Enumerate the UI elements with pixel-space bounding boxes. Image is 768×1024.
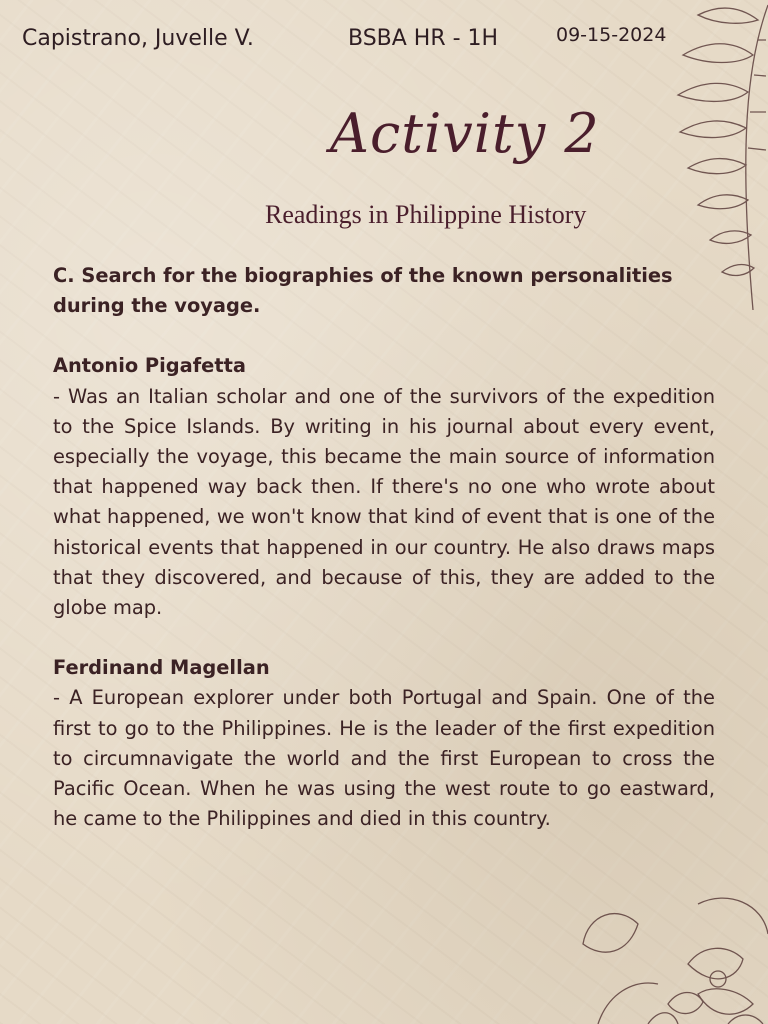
- page-title: Activity 2: [330, 102, 600, 165]
- section-body-magellan: - A European explorer under both Portugal and Spain. One of the first to go to the Philippines. He is the leader of the first expedition to circumnavigate the world and the first European to cross the Pacific Ocean. When he was using the west route to go eastward, he came to the Philippines and died in this country.: [53, 686, 715, 831]
- section-heading-pigafetta: Antonio Pigafetta: [53, 354, 246, 378]
- student-name: Capistrano, Juvelle V.: [22, 26, 254, 51]
- section-heading-magellan: Ferdinand Magellan: [53, 656, 270, 680]
- submission-date: 09-15-2024: [556, 24, 667, 46]
- course-section: BSBA HR - 1H: [348, 26, 499, 51]
- page-subtitle: Readings in Philippine History: [265, 200, 587, 229]
- document-body: [53, 261, 715, 834]
- question-line-2: during the voyage.: [53, 294, 261, 318]
- question-line-1: C. Search for the biographies of the known personalities: [53, 264, 673, 287]
- section-body-pigafetta: - Was an Italian scholar and one of the survivors of the expedition to the Spice Islands. By writing in his journal about every event, especially the voyage, this became the main source of information that happened way back then. If there's no one who wrote about what happened, we won't know that kind of event that is one of the historical events that happened in our country. He also draws maps that they discovered, and because of this, they are added to the globe map.: [53, 384, 715, 620]
- flower-icon: [578, 884, 768, 1024]
